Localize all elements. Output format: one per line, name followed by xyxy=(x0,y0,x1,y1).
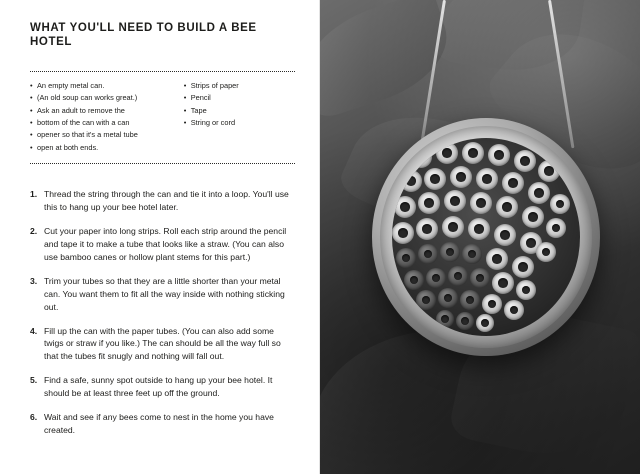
paper-tube xyxy=(444,190,466,212)
list-item-continued: • Ask an adult to remove the xyxy=(30,105,178,116)
paper-tube xyxy=(424,168,446,190)
list-item: • Tape xyxy=(184,105,295,116)
paper-tube xyxy=(536,242,556,262)
bamboo-tube xyxy=(460,290,480,310)
step-text: Cut your paper into long strips. Roll each strip around the pencil and tape it to make a tube that looks like a straw. (You can also use bamboo canes or hollow plant stems for this part.) xyxy=(44,226,287,262)
list-item: • Strips of paper xyxy=(184,80,295,91)
paper-tube xyxy=(502,172,524,194)
paper-tube xyxy=(462,142,484,164)
paper-tube xyxy=(492,272,514,294)
list-item-continued: • open at both ends. xyxy=(30,142,178,153)
paper-tube xyxy=(538,160,560,182)
paper-tube xyxy=(450,166,472,188)
paper-tube xyxy=(482,294,502,314)
dotted-rule-bottom xyxy=(30,163,295,164)
step-text: Find a safe, sunny spot outside to hang up your bee hotel. It should be at least three feet up off the ground. xyxy=(44,375,273,399)
list-item xyxy=(30,188,295,214)
paper-tube xyxy=(522,206,544,228)
paper-tube xyxy=(512,256,534,278)
paper-tube xyxy=(494,224,516,246)
bamboo-tube xyxy=(416,290,436,310)
bamboo-tube xyxy=(456,312,474,330)
paper-tube xyxy=(476,168,498,190)
paper-tube xyxy=(528,182,550,204)
instructions-block xyxy=(30,22,295,448)
list-item xyxy=(30,411,295,437)
step-number: 5. xyxy=(30,375,38,386)
materials-list xyxy=(30,62,295,175)
paper-tube xyxy=(514,150,536,172)
steps-list xyxy=(30,188,295,436)
paper-tube xyxy=(546,218,566,238)
bamboo-tube xyxy=(438,288,458,308)
step-text: Fill up the can with the paper tubes. (You can also add some twigs or straw if you like.) The can should be all the way full so that the tubes fit snugly and nothing will fall out. xyxy=(44,325,281,362)
materials-column-two xyxy=(184,80,295,155)
paper-tube xyxy=(442,216,464,238)
paper-tube xyxy=(418,192,440,214)
step-text: Trim your tubes so that they are a little shorter than your metal can. You want them to fit all the way inside with nothing sticking out. xyxy=(44,275,285,312)
list-item xyxy=(30,275,295,314)
step-text: Wait and see if any bees come to nest in the home you have created. xyxy=(44,411,274,435)
list-item xyxy=(30,325,295,364)
paper-tube xyxy=(516,280,536,300)
paper-tube xyxy=(400,170,422,192)
step-number: 3. xyxy=(30,275,38,286)
metal-can xyxy=(372,118,600,356)
paper-tube xyxy=(468,218,490,240)
step-number: 4. xyxy=(30,325,38,336)
paper-tube xyxy=(550,194,570,214)
bamboo-tube xyxy=(448,266,468,286)
bamboo-tube xyxy=(440,242,460,262)
list-item-continued: • opener so that it's a metal tube xyxy=(30,129,178,140)
bamboo-tube xyxy=(404,270,424,290)
can-interior xyxy=(392,138,580,336)
bee-hotel-photo xyxy=(320,0,640,474)
list-item: • String or cord xyxy=(184,117,295,128)
bamboo-tube xyxy=(426,268,446,288)
materials-column-one xyxy=(30,80,184,155)
paper-tube xyxy=(486,248,508,270)
paper-tube xyxy=(416,218,438,240)
list-item: • An empty metal can. xyxy=(30,80,178,91)
bamboo-tube xyxy=(436,310,454,328)
bamboo-tube xyxy=(418,244,438,264)
paper-tube xyxy=(504,300,524,320)
paper-tube xyxy=(476,314,494,332)
list-item xyxy=(30,374,295,400)
bamboo-tube xyxy=(470,268,490,288)
bamboo-tube xyxy=(396,248,416,268)
list-item xyxy=(30,225,295,264)
materials-columns xyxy=(30,72,295,164)
paper-tube xyxy=(470,192,492,214)
step-number: 1. xyxy=(30,189,38,200)
bamboo-tube xyxy=(462,244,482,264)
paper-tube xyxy=(488,144,510,166)
paper-tube xyxy=(410,146,432,168)
list-item: • Pencil xyxy=(184,92,295,103)
list-item-continued: • bottom of the can with a can xyxy=(30,117,178,128)
list-item-continued: • (An old soup can works great.) xyxy=(30,92,178,103)
step-text: Thread the string through the can and tie it into a loop. You'll use this to hang up your bee hotel later. xyxy=(44,189,289,213)
paper-tube xyxy=(394,196,416,218)
step-number: 6. xyxy=(30,411,38,422)
step-number: 2. xyxy=(30,226,38,237)
paper-tube xyxy=(392,222,414,244)
paper-tube xyxy=(436,142,458,164)
page-title: WHAT YOU'LL NEED TO BUILD A BEE HOTEL xyxy=(30,22,257,48)
paper-tube xyxy=(496,196,518,218)
right-page xyxy=(320,0,640,474)
